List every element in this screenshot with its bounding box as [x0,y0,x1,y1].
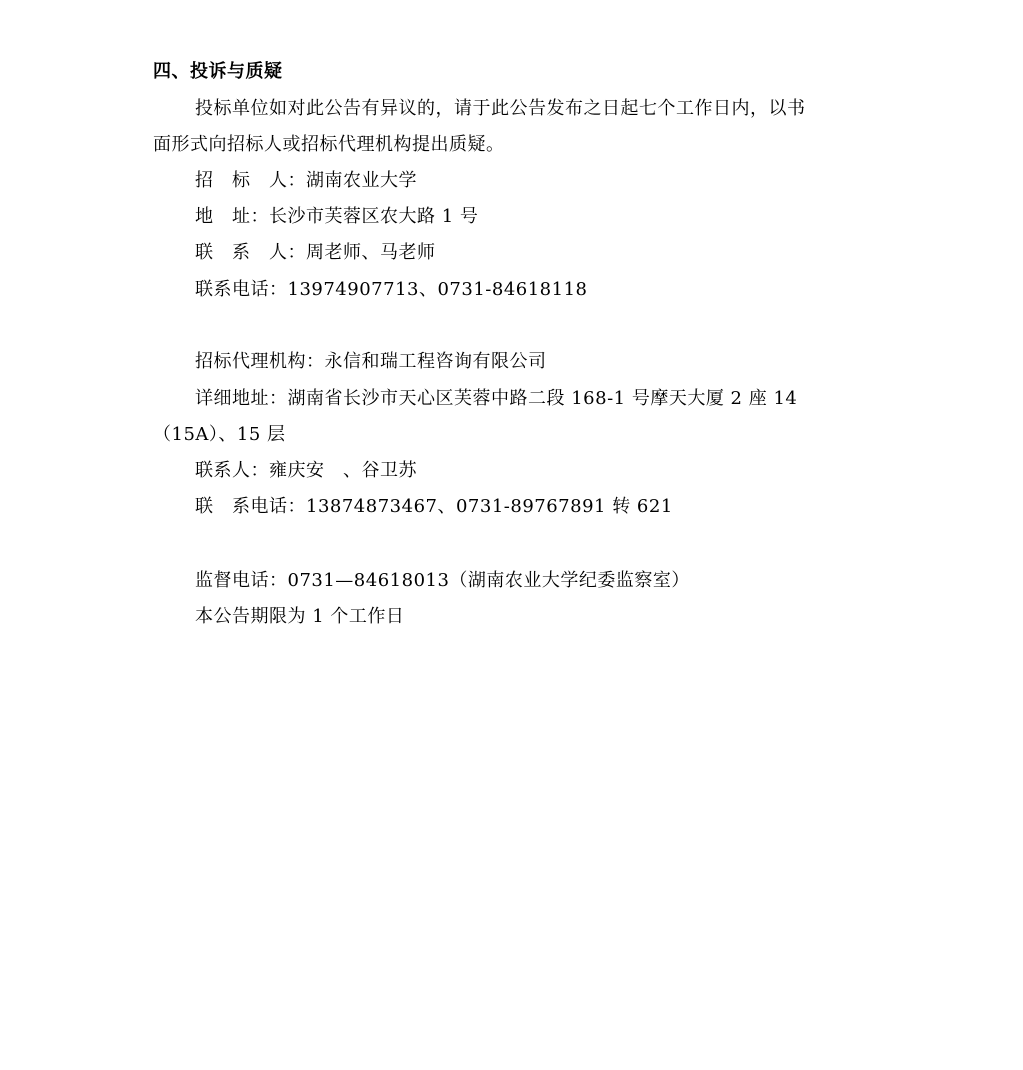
tenderer-phone: 联系电话：13974907713、0731-84618118 [195,279,588,300]
tenderer-contact: 联 系 人：周老师、马老师 [195,242,436,263]
agency-address-line-2: （15A）、15 层 [153,424,286,445]
tenderer-address: 地 址：长沙市芙蓉区农大路 1 号 [195,206,479,227]
notice-period: 本公告期限为 1 个工作日 [195,606,405,627]
tenderer-name: 招 标 人：湖南农业大学 [195,170,417,191]
agency-phone: 联 系电话：13874873467、0731-89767891 转 621 [195,496,673,517]
section-heading: 四、投诉与质疑 [153,61,283,82]
agency-name: 招标代理机构：永信和瑞工程咨询有限公司 [195,351,547,372]
intro-line-2: 面形式向招标人或招标代理机构提出质疑。 [153,134,505,155]
intro-line-1: 投标单位如对此公告有异议的，请于此公告发布之日起七个工作日内，以书 [195,98,806,119]
agency-address-line-1: 详细地址：湖南省长沙市天心区芙蓉中路二段 168-1 号摩天大厦 2 座 14 [195,388,798,409]
supervision-phone: 监督电话：0731—84618013（湖南农业大学纪委监察室） [195,570,690,591]
agency-contact: 联系人：雍庆安 、谷卫苏 [195,460,417,481]
